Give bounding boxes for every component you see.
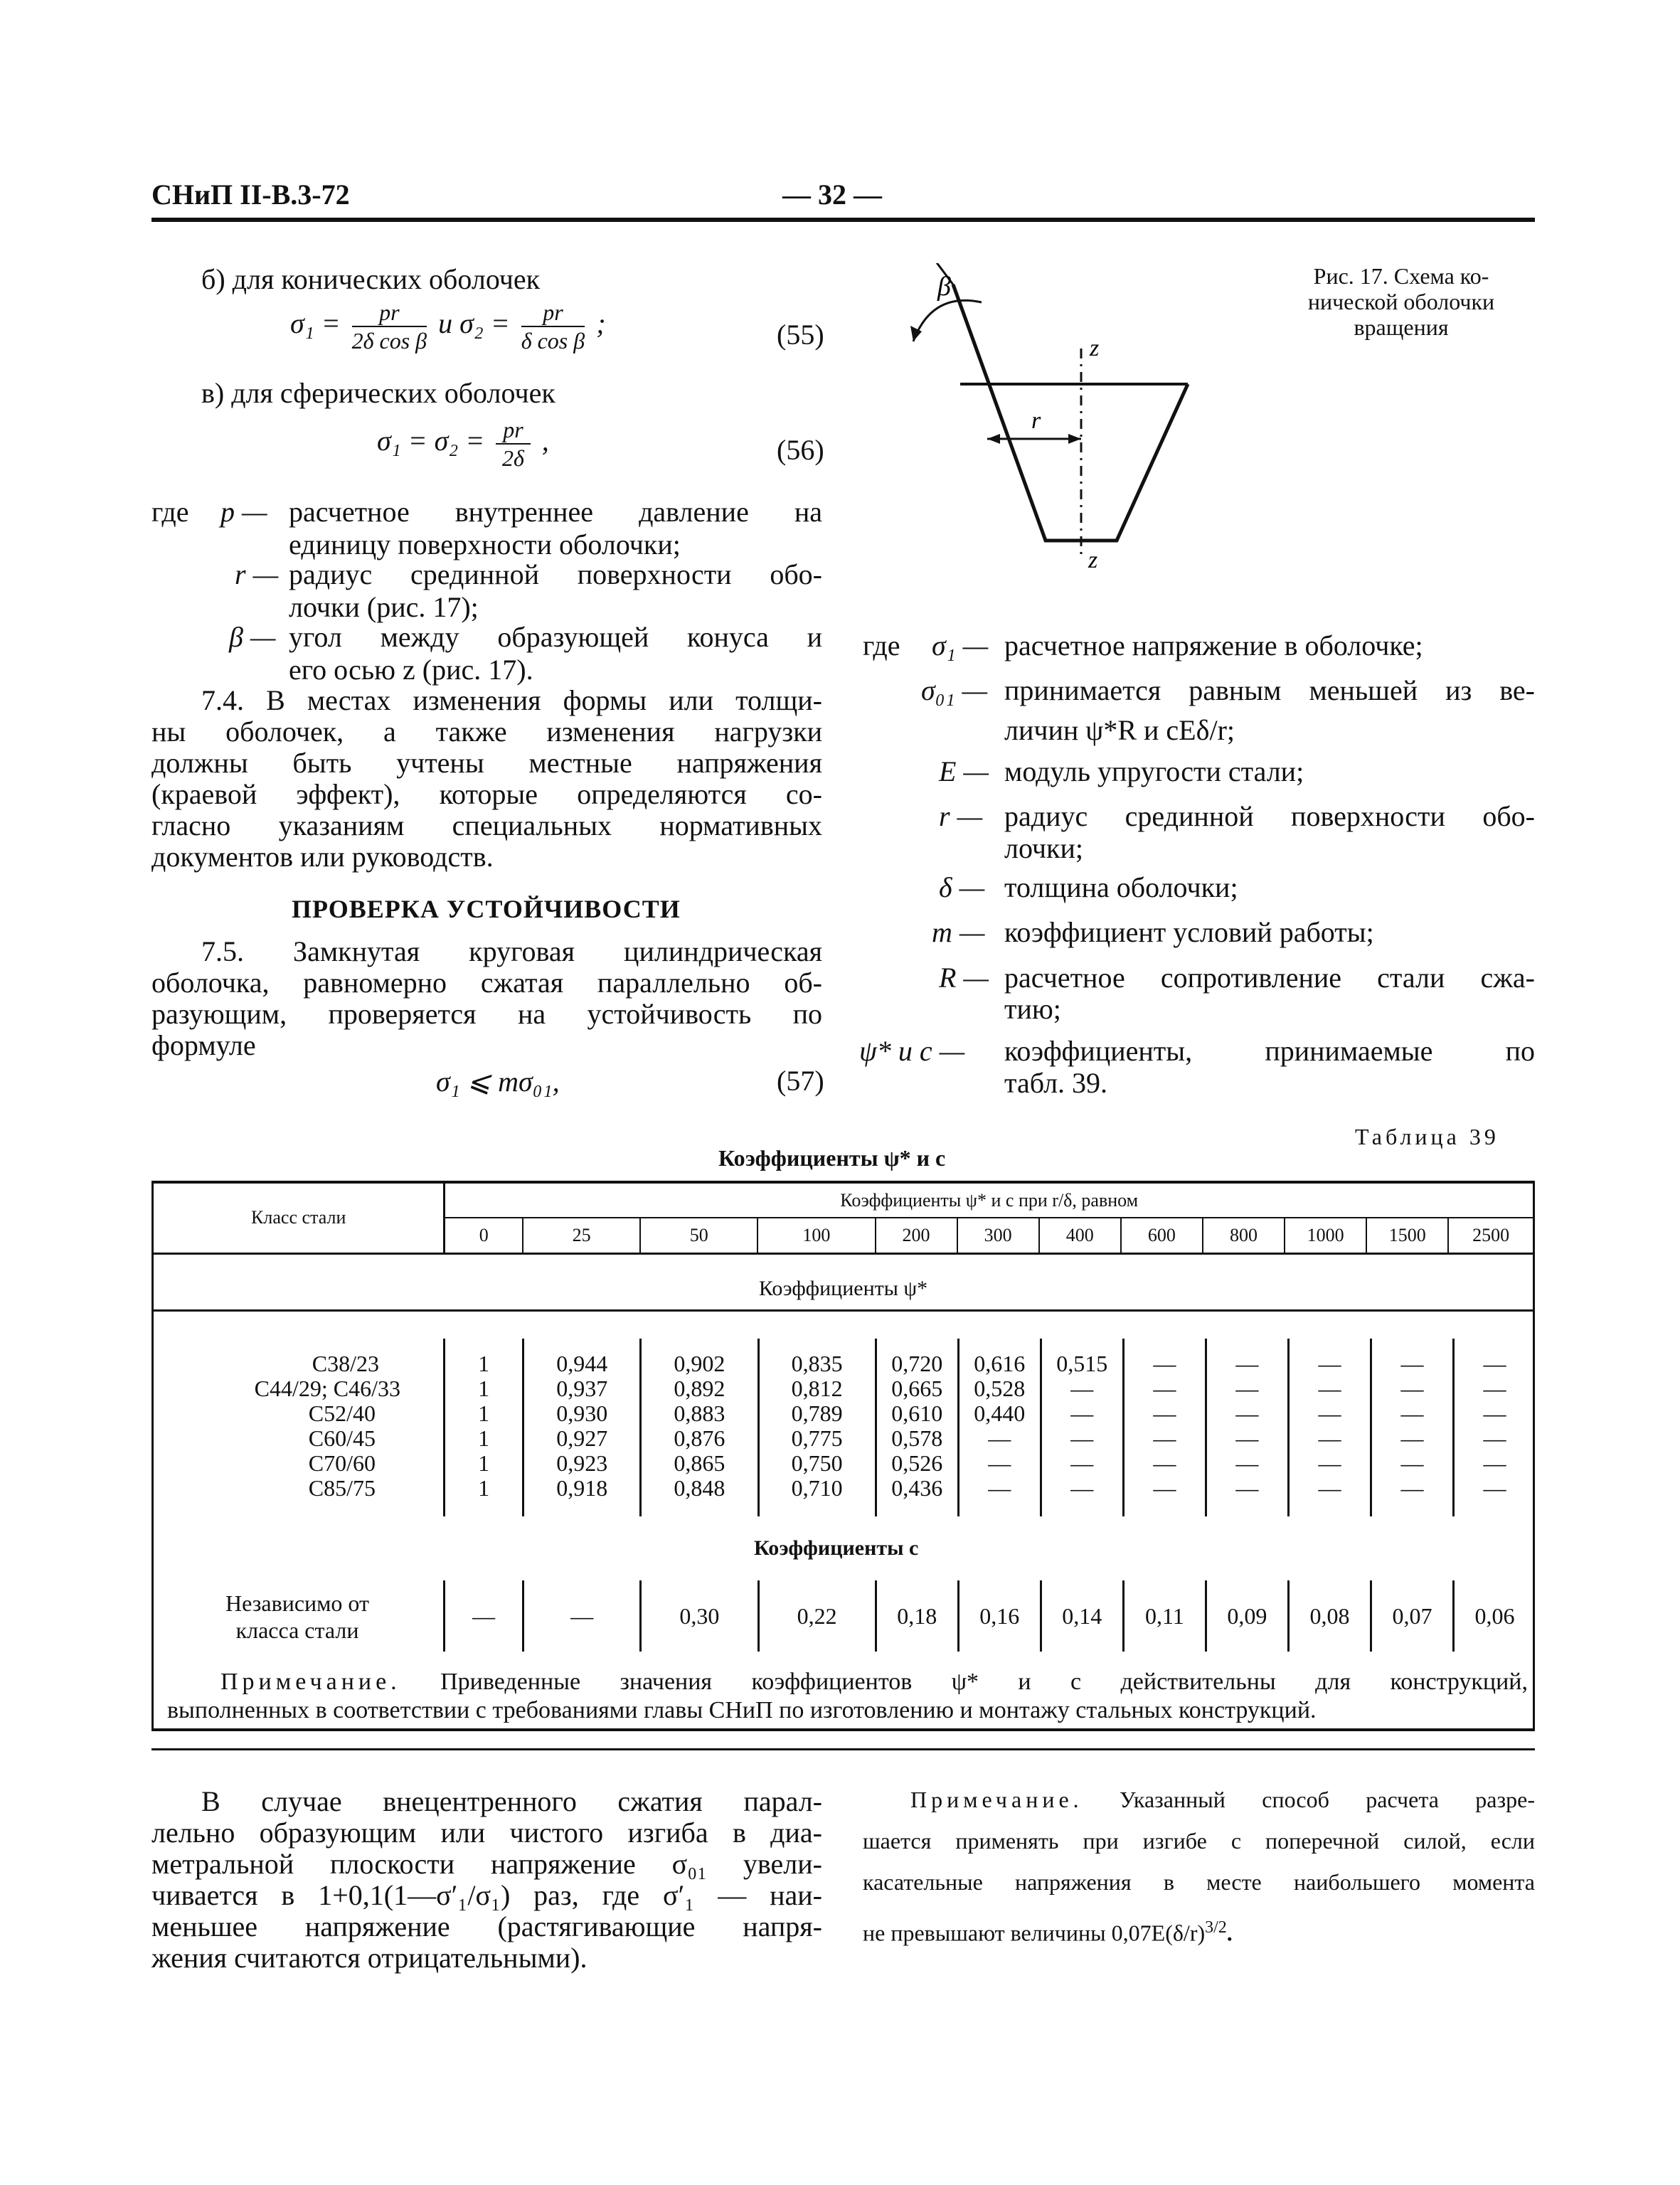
eq56-fraction: $\frac{pr}{2\delta}$: [496, 416, 530, 472]
def-text-r-right-line2: лочки;: [1004, 832, 1083, 864]
c-cell: 0,18: [877, 1580, 959, 1652]
table-note-word: Примечание.: [220, 1669, 401, 1695]
table-col-header: 1500: [1366, 1218, 1448, 1253]
equation-57-number: (57): [777, 1065, 824, 1097]
table-col-header: 0: [445, 1218, 523, 1253]
equation-56-number: (56): [777, 434, 824, 466]
def-symbol-p: p —: [220, 496, 267, 528]
def-symbol-E: E —: [939, 755, 989, 787]
c-cell: 0,30: [642, 1580, 759, 1652]
psi-col-2500: — — — — — —: [1483, 1351, 1506, 1501]
p74-line2: ны оболочек, а также изменения нагрузки: [151, 716, 822, 748]
def-text-r-line2: лочки (рис. 17);: [289, 591, 479, 623]
p75-line4: формуле: [151, 1029, 256, 1061]
def-text-delta: толщина оболочки;: [1004, 871, 1238, 903]
c-cell: 0,11: [1125, 1580, 1207, 1652]
c-cell: 0,07: [1372, 1580, 1455, 1652]
table-after-rule: [151, 1748, 1535, 1750]
bottom-left-line5: меньшее напряжение (растягивающие напря-: [151, 1910, 822, 1942]
bottom-note-exponent: 3/2: [1205, 1918, 1227, 1937]
bottom-note-text-4: не превышают величины 0,07E(δ/r): [863, 1920, 1206, 1946]
def-text-r-line1: радиус срединной поверхности обо-: [289, 558, 822, 590]
equation-55-number: (55): [777, 319, 824, 351]
def-symbol-m: m —: [932, 916, 985, 948]
c-cell: —: [443, 1580, 524, 1652]
table-bottom-border: [151, 1728, 1535, 1731]
where-word-left: где: [151, 496, 189, 528]
def-text-psi-c-line1: коэффициенты, принимаемые по: [1004, 1035, 1535, 1067]
table-col-header: 25: [523, 1218, 640, 1253]
table-col-header: 1000: [1285, 1218, 1366, 1253]
def-text-m: коэффициент условий работы;: [1004, 916, 1374, 948]
def-text-beta-line1: угол между образующей конуса и: [289, 621, 822, 653]
page-number: — 32 —: [782, 179, 882, 211]
bottom-left-line1: В случае внецентренного сжатия парал-: [201, 1785, 822, 1817]
bottom-right-line1: [910, 1785, 1535, 1814]
table-right-border: [1533, 1181, 1535, 1728]
bottom-left-line3: метральной плоскости напряжение σ₀₁ увели-: [151, 1848, 822, 1880]
psi-col-1000: — — — — — —: [1290, 1339, 1372, 1516]
table-col-header: 50: [640, 1218, 757, 1253]
psi-col-600: — — — — — —: [1125, 1339, 1207, 1516]
def-symbol-delta: δ —: [939, 871, 985, 903]
radius-arrow-head-left: [987, 434, 1000, 444]
bottom-left-line6: жения считаются отрицательными).: [151, 1942, 588, 1974]
figure-17-cone-diagram: [882, 263, 1252, 576]
equation-56: [377, 416, 549, 472]
spherical-shells-label: в) для сферических оболочек: [201, 377, 555, 409]
table-col-header: 2500: [1448, 1218, 1533, 1253]
c-cell: 0,22: [760, 1580, 877, 1652]
header-rule: [151, 218, 1535, 222]
def-symbol-sigma1: σ₁ —: [932, 629, 989, 661]
def-text-sigma01-line2: личин ψ*R и cEδ/r;: [1004, 714, 1235, 746]
c-row-class: Независимо от класса стали: [225, 1590, 369, 1643]
psi-col-800: — — — — — —: [1207, 1339, 1290, 1516]
psi-data-grid: [443, 1339, 1535, 1516]
psi-col-50: 0,902 0,892 0,883 0,876 0,865 0,848: [642, 1339, 759, 1516]
bottom-right-line3: касательные напряжения в месте наибольшего момента: [863, 1869, 1535, 1895]
p74-line4: (краевой эффект), которые определяются со-: [151, 778, 822, 810]
def-text-E: модуль упругости стали;: [1004, 755, 1304, 787]
c-cell: —: [524, 1580, 642, 1652]
def-text-sigma01-line1: принимается равным меньшей из ве-: [1004, 674, 1535, 706]
c-cell: 0,16: [959, 1580, 1042, 1652]
psi-row-class: С44/29; С46/33: [254, 1376, 400, 1401]
p75-line2: оболочка, равномерно сжатая параллельно об-: [151, 967, 822, 999]
bottom-left-line2: лельно образующим или чистого изгиба в диа-: [151, 1817, 822, 1849]
table-col-header: 200: [876, 1218, 957, 1253]
psi-row-class: С52/40: [308, 1400, 376, 1426]
bottom-note-end: .: [1226, 1920, 1233, 1946]
def-text-psi-c-line2: табл. 39.: [1004, 1067, 1108, 1099]
def-symbol-psi-c: ψ* и c —: [859, 1035, 965, 1067]
table-col-header: 400: [1039, 1218, 1121, 1253]
table-note-line2: выполненных в соответствии с требованиями главы СНиП по изготовлению и монтажу стальных конструкций.: [167, 1697, 1317, 1723]
psi-row-class: С70/60: [308, 1450, 376, 1476]
p75-line3: разующим, проверяется на устойчивость по: [151, 998, 822, 1030]
psi-col-0: 1 1 1 1 1 1: [443, 1339, 524, 1516]
p74-line6: документов или руководств.: [151, 841, 494, 873]
eq56-lhs: σ₁ = σ₂ =: [377, 425, 485, 457]
c-cell: 0,14: [1042, 1580, 1125, 1652]
eq55-fraction-2: $\frac{pr}{\text{δ cos β}}$: [521, 299, 585, 353]
def-symbol-sigma01: σ₀₁ —: [921, 674, 988, 706]
def-text-p-line1: расчетное внутреннее давление на: [289, 496, 822, 528]
eq55-fraction-1: $\frac{pr}{\text{2δ cos β}}$: [351, 299, 427, 353]
figure-caption-line3: вращения: [1354, 314, 1449, 340]
r-label: r: [1031, 408, 1041, 434]
table-col-header: 100: [757, 1218, 875, 1253]
beta-label: β: [937, 272, 951, 302]
where-word-right: где: [863, 629, 900, 661]
def-text-p-line2: единицу поверхности оболочки;: [289, 528, 681, 560]
psi-col-100: 0,835 0,812 0,789 0,775 0,750 0,710: [760, 1339, 877, 1516]
figure-caption-line2: нической оболочки: [1307, 289, 1495, 314]
equation-57: σ₁ ⩽ mσ₀₁,: [436, 1065, 560, 1097]
z-top-label: z: [1090, 335, 1100, 361]
psi-col-25: 0,944 0,937 0,930 0,927 0,923 0,918: [524, 1339, 642, 1516]
def-text-sigma1: расчетное напряжение в оболочке;: [1004, 629, 1423, 661]
cone-outline: [953, 285, 1188, 541]
table-group-header: Коэффициенты ψ* и c при r/δ, равном: [445, 1182, 1534, 1218]
psi-col-300: 0,616 0,528 0,440 — — —: [959, 1339, 1042, 1516]
psi-row-class: С60/45: [308, 1425, 376, 1451]
bottom-right-line4: [863, 1913, 1233, 1947]
table-col-header: 600: [1121, 1218, 1203, 1253]
p74-line1: 7.4. В местах изменения формы или толщи-: [201, 684, 822, 716]
table-class-header: Класс стали: [153, 1182, 445, 1253]
c-data-grid: [443, 1580, 1535, 1652]
psi-row-class: С85/75: [308, 1475, 376, 1501]
figure-caption-line1: Рис. 17. Схема ко-: [1313, 263, 1489, 289]
eq56-end: ,: [541, 425, 549, 457]
table-title: Коэффициенты ψ* и c: [718, 1145, 946, 1171]
def-symbol-r: r —: [235, 558, 279, 590]
c-cell: 0,09: [1207, 1580, 1290, 1652]
z-bottom-label: z: [1088, 547, 1098, 573]
table-left-border: [151, 1181, 154, 1728]
coefficients-table: [151, 1181, 1535, 1312]
def-text-r-right-line1: радиус срединной поверхности обо-: [1004, 800, 1535, 832]
psi-col-400: 0,515 — — — — —: [1042, 1339, 1125, 1516]
c-cell: 0,06: [1474, 1603, 1515, 1629]
bottom-right-line2: шается применять при изгибе с поперечной силой, если: [863, 1828, 1535, 1854]
eq55-end: ;: [596, 307, 606, 340]
psi-col-200: 0,720 0,665 0,610 0,578 0,526 0,436: [877, 1339, 959, 1516]
p75-line1: 7.5. Замкнутая круговая цилиндрическая: [201, 935, 822, 967]
c-cell: 0,08: [1290, 1580, 1372, 1652]
p74-line3: должны быть учтены местные напряжения: [151, 747, 822, 779]
eq55-lhs: σ₁ =: [290, 307, 341, 340]
psi-col-1500: — — — — — —: [1372, 1339, 1455, 1516]
psi-row-class: С38/23: [312, 1351, 379, 1376]
def-symbol-beta: β —: [229, 621, 276, 653]
equation-55: [290, 299, 845, 354]
def-text-beta-line2: его осью z (рис. 17).: [289, 654, 533, 686]
document-code: СНиП II-В.3-72: [151, 179, 350, 211]
radius-arrow-head-right: [1068, 434, 1081, 444]
section-title: ПРОВЕРКА УСТОЙЧИВОСТИ: [292, 895, 681, 923]
def-symbol-r-right: r —: [939, 800, 983, 832]
def-text-R-line1: расчетное сопротивление стали сжа-: [1004, 962, 1535, 994]
def-text-R-line2: тию;: [1004, 993, 1061, 1025]
table-note-line1: [220, 1668, 1528, 1696]
def-symbol-R: R —: [939, 962, 989, 994]
eq55-mid: и σ₂ =: [438, 307, 510, 340]
figure-caption: [1273, 263, 1529, 340]
p74-line5: гласно указаниям специальных нормативных: [151, 809, 822, 841]
table-col-header: 300: [957, 1218, 1039, 1253]
table-label: Таблица 39: [1355, 1124, 1499, 1149]
c-section-title: Коэффициенты c: [754, 1536, 919, 1560]
conical-shells-label: б) для конических оболочек: [201, 263, 541, 295]
table-note-text-1: Приведенные значения коэффициентов ψ* и c действительны для конструкций,: [440, 1669, 1529, 1695]
table-col-header: 800: [1203, 1218, 1285, 1253]
bottom-left-line4: чивается в 1+0,1(1—σ′₁/σ₁) раз, где σ′₁ — наи-: [151, 1879, 822, 1911]
bottom-note-word: Примечание.: [910, 1787, 1083, 1812]
psi-section-title: Коэффициенты ψ*: [758, 1277, 928, 1300]
bottom-note-text-1: Указанный способ расчета разре-: [1120, 1787, 1536, 1812]
